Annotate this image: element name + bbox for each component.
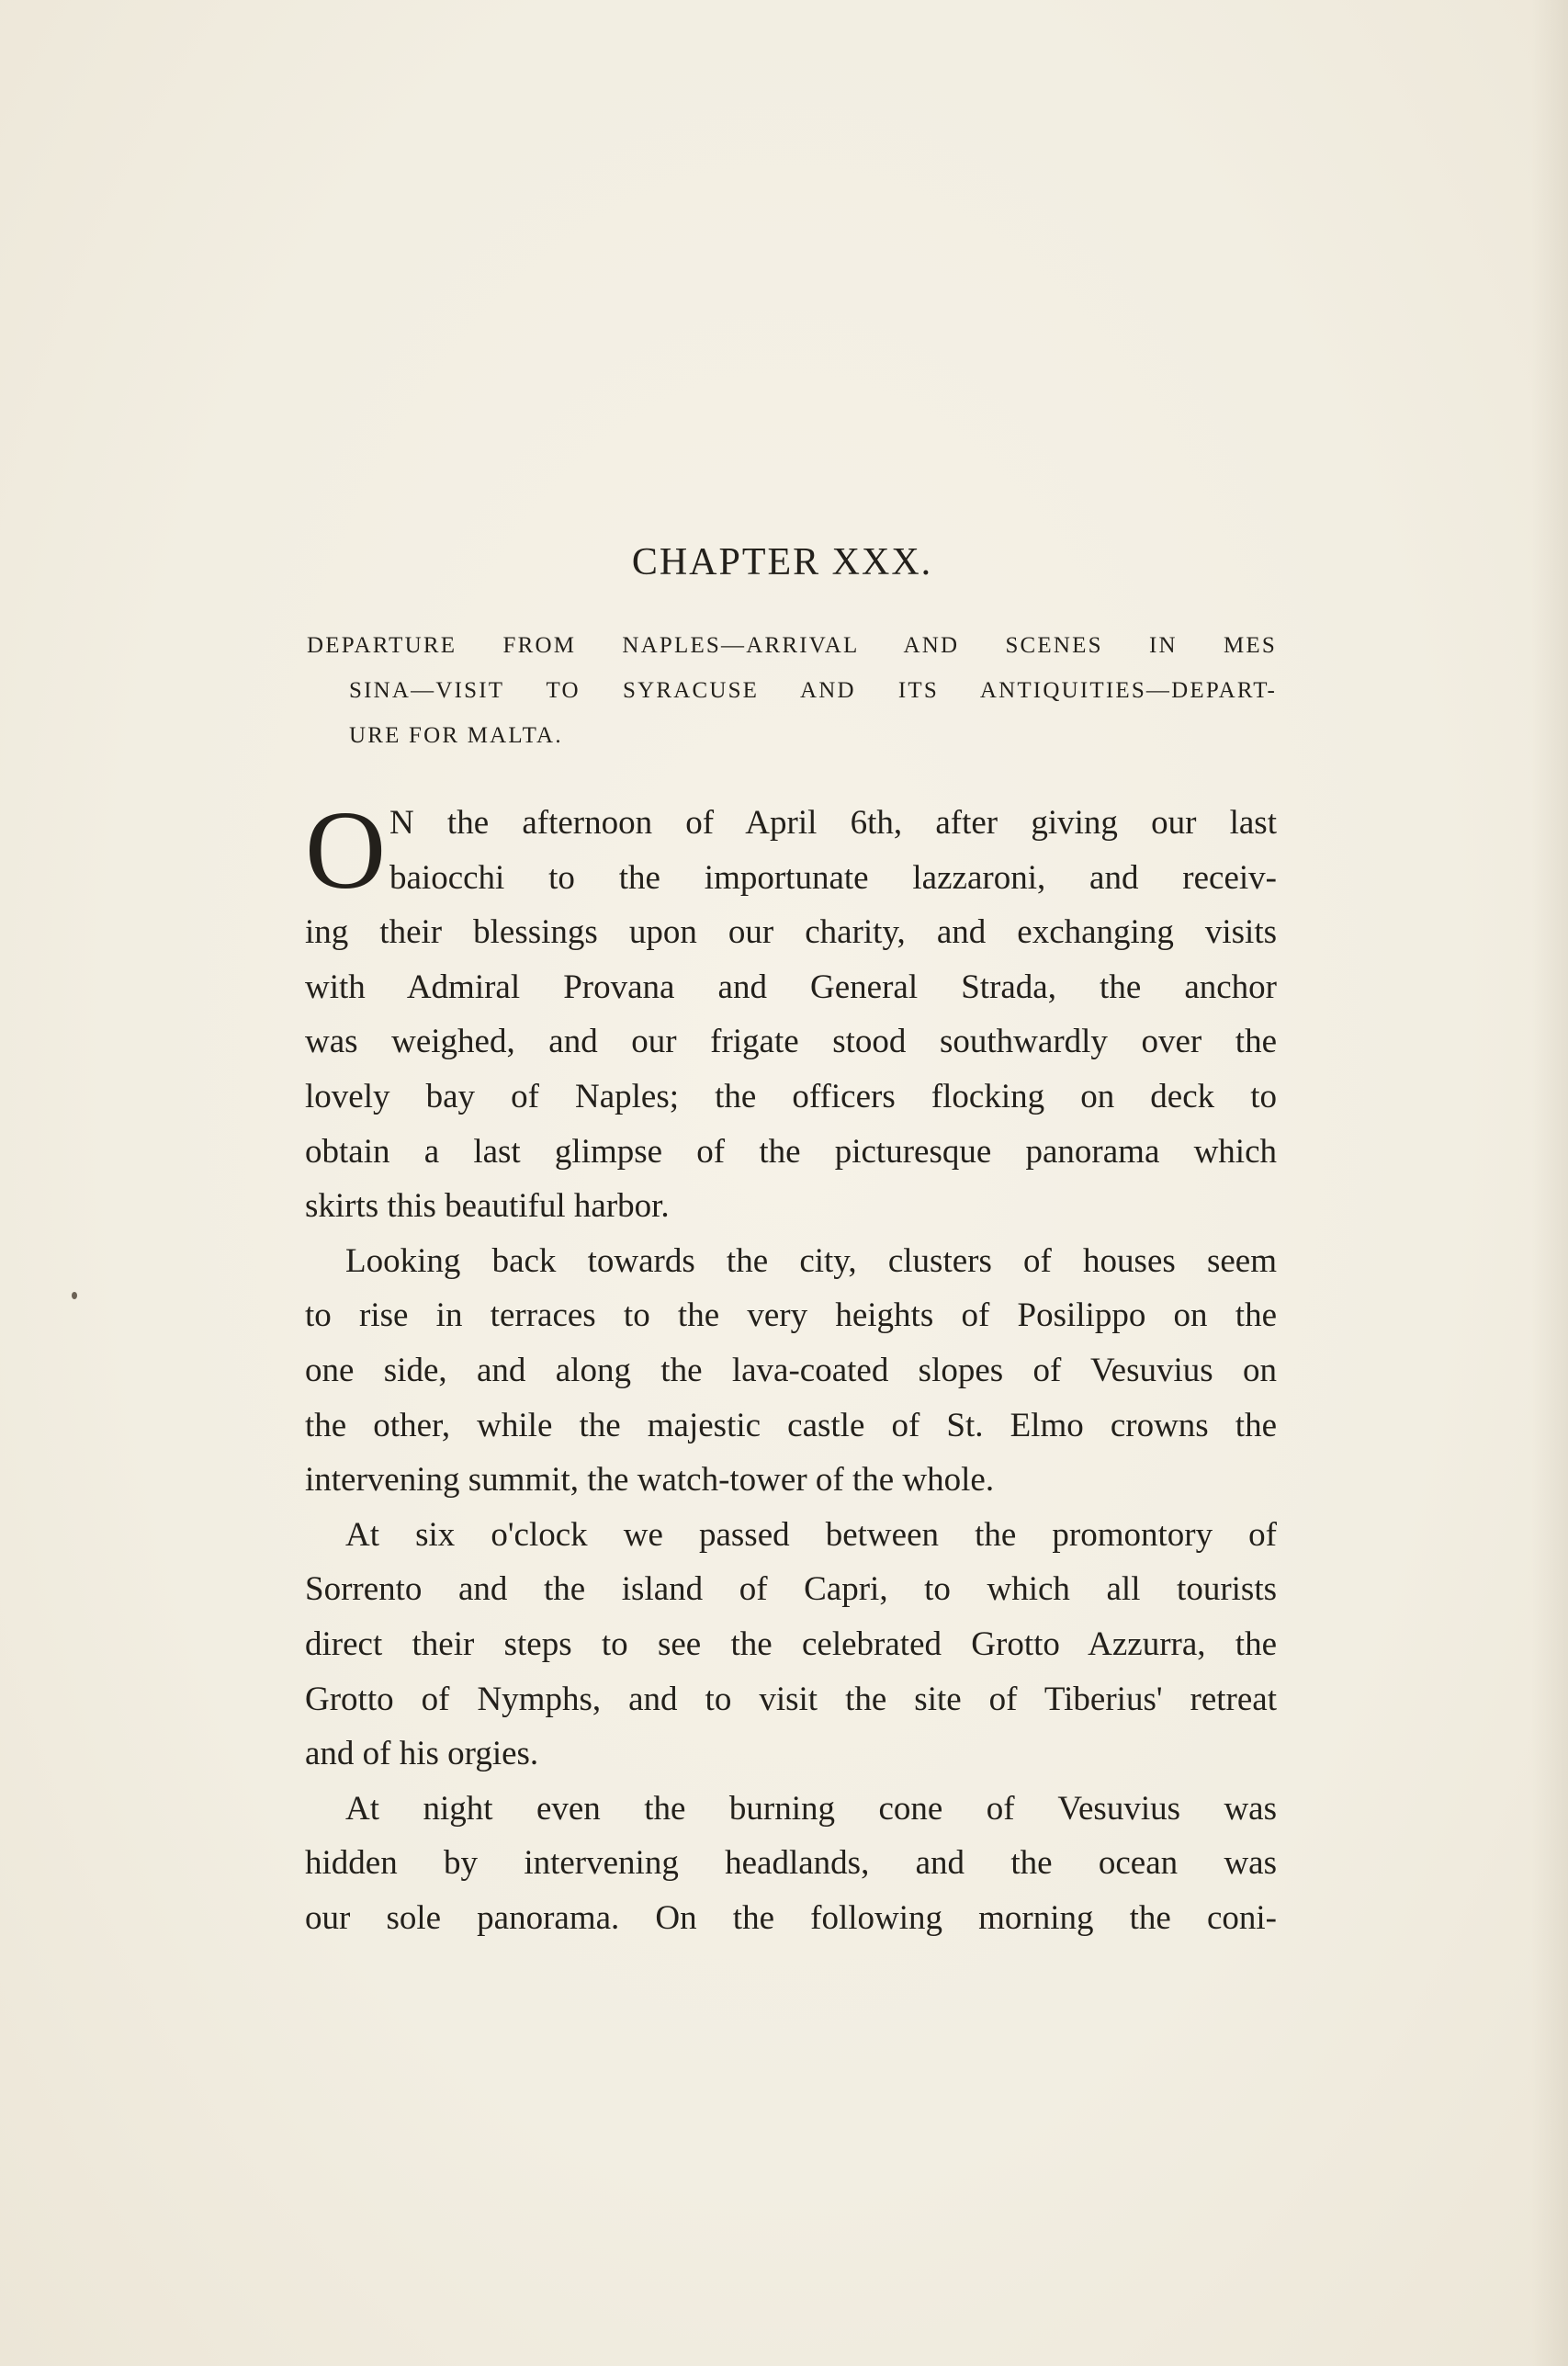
text-line: Sorrento and the island of Capri, to which all tourists xyxy=(305,1570,1277,1609)
text-line: obtain a last glimpse of the picturesque panorama which xyxy=(305,1132,1277,1171)
chapter-synopsis xyxy=(307,623,1277,758)
text-line: Grotto of Nymphs, and to visit the site of Tiberius' retreat xyxy=(305,1680,1277,1718)
text-line: direct their steps to see the celebrated Grotto Azzurra, the xyxy=(305,1625,1277,1663)
text-line: ing their blessings upon our charity, and exchanging visits xyxy=(305,913,1277,952)
page-edge-shadow xyxy=(1531,0,1568,2366)
chapter-title: CHAPTER XXX. xyxy=(631,541,933,583)
paragraph xyxy=(305,1508,1277,1782)
text-line: with Admiral Provana and General Strada, the anchor xyxy=(305,968,1277,1006)
text-line: hidden by intervening headlands, and the ocean was xyxy=(305,1844,1277,1883)
synopsis-line: SINA—VISIT TO SYRACUSE AND ITS ANTIQUITIES—DEPART- xyxy=(349,678,1277,703)
text-line: lovely bay of Naples; the officers flocking on deck to xyxy=(305,1077,1277,1115)
paper-speck xyxy=(72,1292,77,1299)
text-line: Looking back towards the city, clusters of houses seem xyxy=(345,1241,1277,1280)
text-line: was weighed, and our frigate stood southwardly over the xyxy=(305,1023,1277,1061)
text-line: intervening summit, the watch-tower of the whole. xyxy=(305,1461,995,1500)
paragraph xyxy=(305,788,1277,1234)
text-line: N the afternoon of April 6th, after giving our last xyxy=(389,804,1277,842)
synopsis-line: DEPARTURE FROM NAPLES—ARRIVAL AND SCENES IN MES xyxy=(307,633,1277,658)
chapter-body xyxy=(305,788,1277,1945)
text-line: to rise in terraces to the very heights of Posilippo on the xyxy=(305,1296,1277,1335)
paragraph xyxy=(305,1234,1277,1508)
synopsis-line: URE FOR MALTA. xyxy=(349,723,563,748)
text-line: the other, while the majestic castle of St. Elmo crowns the xyxy=(305,1406,1277,1444)
text-line: our sole panorama. On the following morning the coni- xyxy=(305,1898,1277,1937)
drop-cap: O xyxy=(305,788,387,912)
text-line: one side, and along the lava-coated slopes of Vesuvius on xyxy=(305,1351,1277,1389)
text-line: skirts this beautiful harbor. xyxy=(305,1187,670,1226)
paragraph xyxy=(305,1782,1277,1946)
text-line: and of his orgies. xyxy=(305,1735,539,1773)
text-line: At six o'clock we passed between the promontory of xyxy=(345,1515,1277,1554)
text-line: baiocchi to the importunate lazzaroni, and receiv- xyxy=(389,858,1277,897)
text-line: At night even the burning cone of Vesuvius was xyxy=(345,1789,1277,1828)
